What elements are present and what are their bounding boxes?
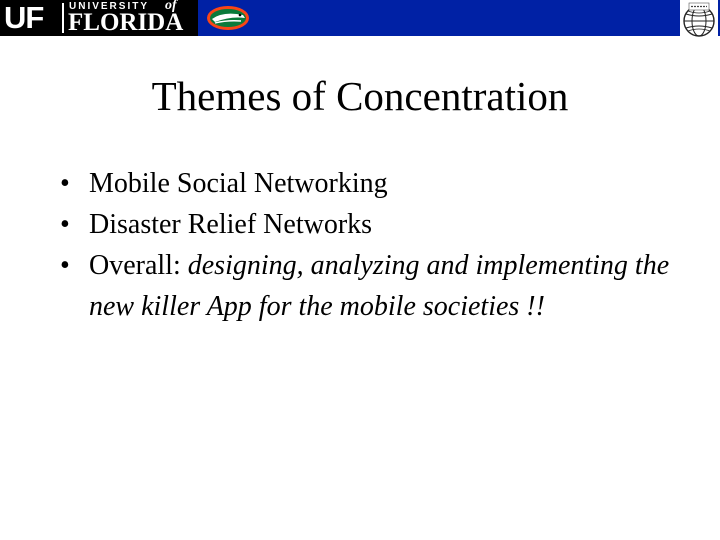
uf-university-text: UNIVERSITY: [69, 1, 150, 12]
gators-logo-icon: [203, 1, 253, 35]
bullet-text: Disaster Relief Networks: [89, 209, 373, 240]
uf-of-text: of: [165, 0, 177, 13]
slide-title: Themes of Concentration: [151, 73, 569, 119]
bullet-lead-text: Overall: [89, 250, 173, 281]
header-banner: [0, 0, 720, 36]
uf-logo: [0, 0, 198, 36]
bullet-item-disaster-relief-networks: [60, 204, 680, 245]
bullet-dot-icon: •: [60, 168, 70, 199]
bullet-dot-icon: •: [60, 250, 70, 281]
logo-divider: [62, 3, 64, 33]
bullet-dot-icon: •: [60, 209, 70, 240]
bullet-colon: :: [172, 250, 181, 281]
bullet-text: Mobile Social Networking: [89, 168, 388, 199]
bullet-italic-text: designing, analyzing and implementing the new killer App for the mobile societies !!: [89, 250, 670, 322]
uf-florida-text: FLORIDA: [68, 9, 184, 36]
uf-monogram: UF: [4, 0, 44, 35]
bullet-item-mobile-social-networking: [60, 163, 680, 204]
globe-logo-icon: [680, 0, 718, 38]
bullet-item-overall: [60, 245, 680, 327]
bullet-list: [60, 163, 680, 327]
